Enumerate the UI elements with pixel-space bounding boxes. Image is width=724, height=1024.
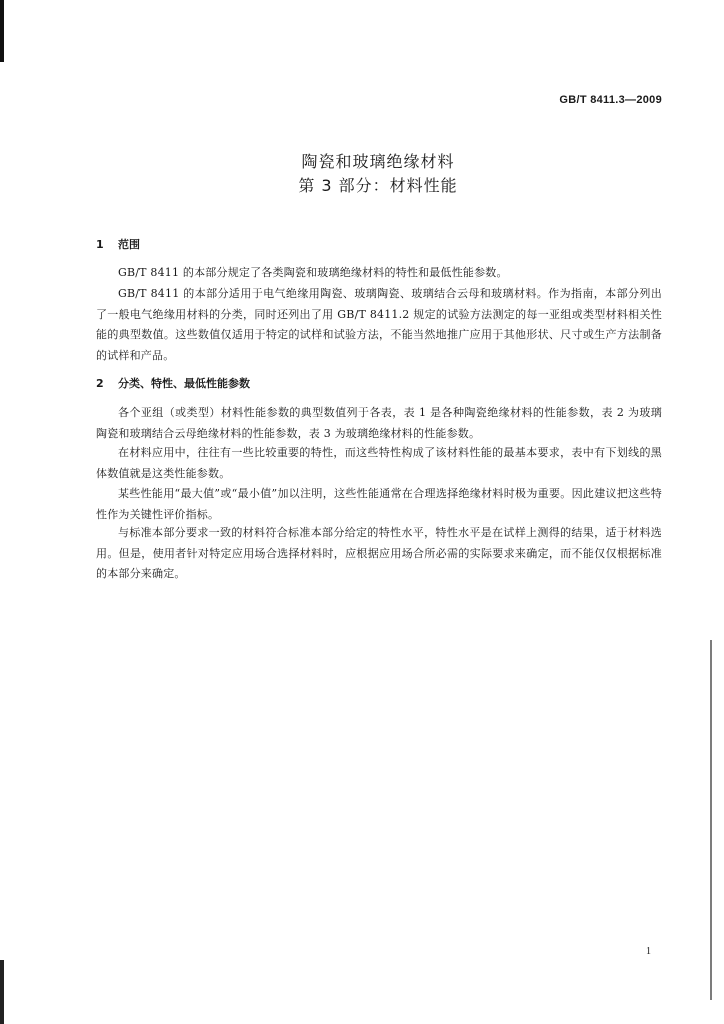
paragraph: GB/T 8411 的本部分适用于电气绝缘用陶瓷、玻璃陶瓷、玻璃结合云母和玻璃材料。作为指南，本部分列出了一般电气绝缘用材料的分类，同时还列出了用 GB/T 8411.2 规定的试验方法测定的每一亚组或类型材料相关性能的典型数值。这些数值仅适用于特定的试样和试验方法，不能当然地推广应用于其他形状、尺寸或生产方法制备的试样和产品。	[96, 287, 662, 362]
standard-number: GB/T 8411.3—2009	[559, 94, 662, 106]
section-number: 1	[96, 238, 104, 251]
paragraph: 与标准本部分要求一致的材料符合标准本部分给定的特性水平，特性水平是在试样上测得的结果，适于材料选用。但是，使用者针对特定应用场合选择材料时，应根据应用场合所必需的实际要求来确定，而不能仅仅根据标准的本部分来确定。	[96, 526, 662, 580]
paragraph: 在材料应用中，往往有一些比较重要的特性，而这些特性构成了该材料性能的最基本要求，表中有下划线的黑体数值就是这类性能参数。	[96, 446, 662, 480]
section-heading-1	[96, 236, 140, 252]
section-number: 2	[96, 377, 104, 390]
page-number: 1	[646, 946, 651, 957]
section-heading-2	[96, 375, 250, 391]
section-title: 分类、特性、最低性能参数	[118, 377, 250, 390]
title-line-2: 第 3 部分：材料性能	[298, 176, 458, 195]
scan-edge-right	[710, 640, 712, 1000]
paragraph: 某些性能用“最大值”或“最小值”加以注明，这些性能通常在合理选择绝缘材料时极为重要。因此建议把这些特性作为关键性评价指标。	[96, 487, 662, 521]
title-line-1: 陶瓷和玻璃绝缘材料	[301, 152, 455, 171]
paragraph: 各个亚组（或类型）材料性能参数的典型数值列于各表，表 1 是各种陶瓷绝缘材料的性能参数，表 2 为玻璃陶瓷和玻璃结合云母绝缘材料的性能参数，表 3 为玻璃绝缘材料的性能参数。	[96, 406, 662, 440]
paragraph: GB/T 8411 的本部分规定了各类陶瓷和玻璃绝缘材料的特性和最低性能参数。	[118, 266, 508, 279]
document-title	[0, 150, 724, 198]
section-title: 范围	[118, 238, 140, 251]
